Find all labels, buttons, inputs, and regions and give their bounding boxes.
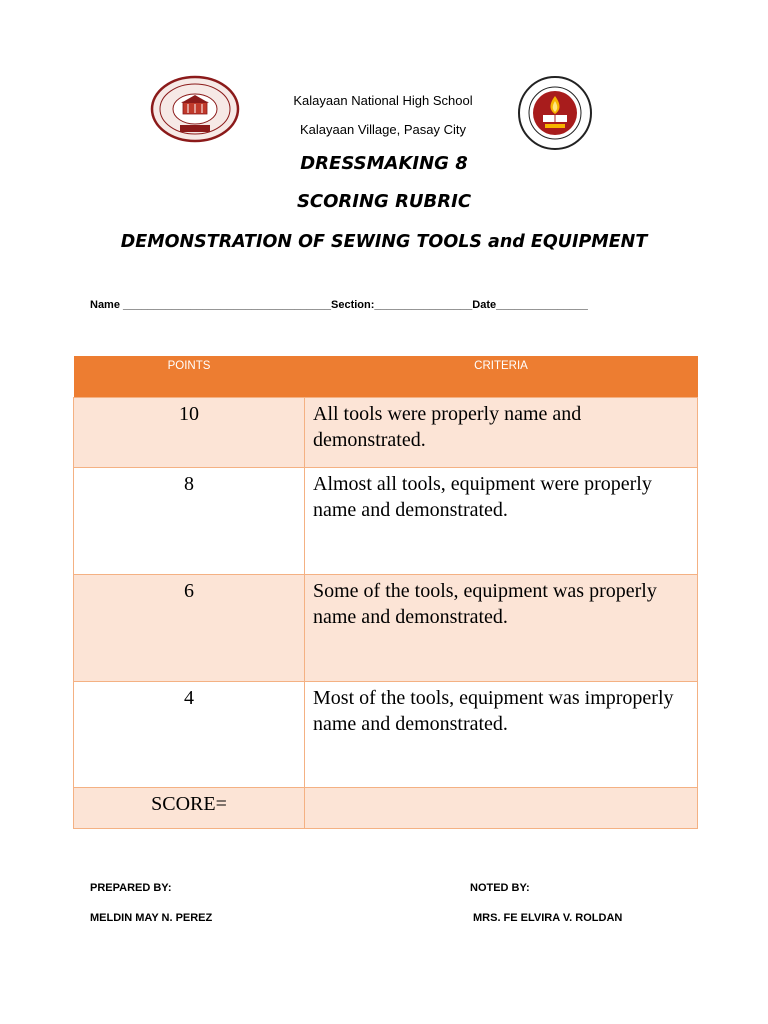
table-row (74, 398, 698, 468)
points-header: POINTS (74, 356, 305, 398)
score-value[interactable] (305, 788, 698, 829)
school-seal-logo (150, 75, 240, 143)
criteria-cell: Almost all tools, equipment were properly name and demonstrated. (305, 468, 698, 575)
points-cell: 6 (74, 575, 305, 682)
points-cell: 10 (74, 398, 305, 468)
rubric-title: SCORING RUBRIC (296, 191, 472, 212)
criteria-cell: Some of the tools, equipment was properly name and demonstrated. (305, 575, 698, 682)
criteria-header: CRITERIA (305, 356, 698, 398)
table-row (74, 468, 698, 575)
table-row (74, 682, 698, 788)
rubric-table (73, 356, 698, 829)
points-cell: 8 (74, 468, 305, 575)
deped-seal-logo (518, 74, 592, 152)
prepared-by-name: MELDIN MAY N. PEREZ (90, 912, 213, 924)
name-section-date-line[interactable]: Name __________________________________Section:________________Date_______________ (90, 299, 588, 311)
table-row (74, 575, 698, 682)
criteria-cell: Most of the tools, equipment was improperly name and demonstrated. (305, 682, 698, 788)
noted-by-name: MRS. FE ELVIRA V. ROLDAN (473, 912, 623, 924)
school-name: Kalayaan National High School (293, 93, 473, 108)
criteria-cell: All tools were properly name and demonstrated. (305, 398, 698, 468)
noted-by-label: NOTED BY: (470, 882, 530, 894)
subject-title: DRESSMAKING 8 (300, 153, 468, 174)
score-label: SCORE= (74, 788, 305, 829)
school-address: Kalayaan Village, Pasay City (300, 122, 466, 137)
activity-title: DEMONSTRATION OF SEWING TOOLS and EQUIPMENT (120, 232, 648, 252)
prepared-by-label: PREPARED BY: (90, 882, 172, 894)
points-cell: 4 (74, 682, 305, 788)
score-row (74, 788, 698, 829)
